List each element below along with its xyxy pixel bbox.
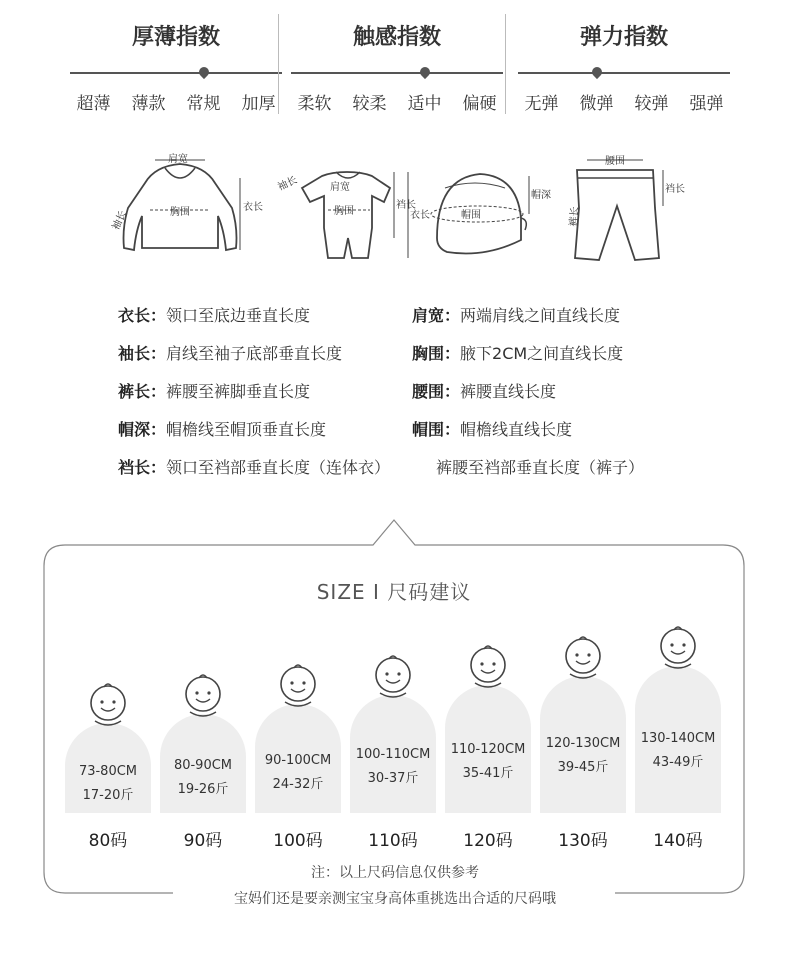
garment-diagrams (100, 148, 690, 268)
definition-item: 裤长：裤腰至裤脚垂直长度 (118, 382, 311, 401)
definition-item: 帽深：帽檐线至帽顶垂直长度 (118, 420, 327, 439)
size-note: 注：以上尺码信息仅供参考 (311, 865, 479, 881)
size-height-range: 73-80CM (78, 763, 138, 779)
size-panel (43, 543, 745, 893)
thickness-index-marker-icon (196, 65, 210, 79)
elasticity-option: 强弹 (689, 94, 724, 114)
elasticity-option: 微弹 (579, 94, 614, 114)
divider (278, 14, 279, 114)
size-label: 110码 (368, 831, 418, 851)
baby-face-icon (86, 681, 130, 731)
coat-diagram-icon (100, 148, 263, 268)
pants-length-label: 裤长 (568, 206, 581, 228)
size-card (65, 723, 151, 813)
size-height-range: 120-130CM (545, 736, 621, 752)
size-label: 100码 (273, 831, 323, 851)
size-height-range: 130-140CM (640, 730, 716, 746)
size-height-range: 100-110CM (355, 747, 431, 763)
size-card (445, 685, 531, 813)
thickness-index-options (66, 89, 286, 114)
size-weight-range: 17-20斤 (82, 787, 134, 803)
pants-crotch-label: 裆长 (665, 184, 685, 195)
thickness-index (66, 0, 286, 120)
definition-item: 胸围：腋下2CM之间直线长度 (412, 344, 624, 363)
thickness-option: 超薄 (76, 94, 111, 114)
definition-item: 帽围：帽檐线直线长度 (412, 420, 573, 439)
romper-diagram-icon (272, 148, 430, 268)
touch-index-marker-icon (417, 65, 431, 79)
size-card (350, 695, 436, 814)
definition-item: 裆长：领口至裆部垂直长度（连体衣） (118, 458, 391, 477)
thickness-index-title: 厚薄指数 (131, 25, 220, 50)
touch-option: 柔软 (297, 94, 332, 114)
elasticity-index-scale (518, 72, 730, 74)
touch-option: 偏硬 (462, 94, 497, 114)
size-card (255, 704, 341, 813)
size-weight-range: 35-41斤 (462, 765, 514, 781)
pants-diagram-icon (555, 148, 685, 268)
size-height-range: 110-120CM (450, 741, 526, 757)
definition-item: 袖长：肩线至袖子底部垂直长度 (118, 344, 343, 363)
definition-item: 肩宽：两端肩线之间直线长度 (412, 306, 621, 325)
hat-depth-label: 帽深 (531, 190, 551, 201)
touch-index (287, 0, 507, 120)
size-height-range: 90-100CM (264, 752, 332, 768)
size-advice: 宝妈们还是要亲测宝宝身高体重挑选出合适的尺码哦 (234, 891, 556, 907)
thickness-option: 薄款 (131, 94, 166, 114)
size-label: 120码 (463, 831, 513, 851)
thickness-option: 常规 (186, 94, 221, 114)
size-card (635, 666, 721, 813)
hat-circumference-label: 帽围 (461, 210, 481, 221)
size-label: 80码 (88, 831, 128, 851)
hat-diagram-icon (425, 148, 551, 268)
size-card (160, 714, 246, 814)
baby-face-icon (276, 662, 320, 712)
definition-item: 衣长：领口至底边垂直长度 (118, 306, 311, 325)
romper-shoulder-label: 肩宽 (330, 182, 350, 193)
size-label: 130码 (558, 831, 608, 851)
baby-face-icon (466, 643, 510, 693)
size-label: 90码 (183, 831, 223, 851)
touch-index-scale (291, 72, 503, 74)
elasticity-index (514, 0, 734, 120)
elasticity-option: 较弹 (634, 94, 669, 114)
thickness-option: 加厚 (241, 94, 276, 114)
baby-face-icon (656, 624, 700, 674)
size-card (540, 676, 626, 814)
definition-item: 裤腰至裆部垂直长度（裤子） (436, 458, 645, 477)
size-label: 140码 (653, 831, 703, 851)
size-cards (43, 543, 745, 853)
size-weight-range: 30-37斤 (367, 771, 419, 787)
size-weight-range: 43-49斤 (652, 754, 704, 770)
coat-sleeve-label: 袖长 (110, 209, 130, 232)
definition-item: 腰围：裤腰直线长度 (412, 382, 557, 401)
size-height-range: 80-90CM (173, 758, 233, 774)
coat-chest-label: 胸围 (170, 207, 190, 218)
size-panel-title: SIZE I 尺码建议 (316, 580, 472, 604)
elasticity-index-title: 弹力指数 (579, 25, 668, 50)
romper-length-label: 衣长 (410, 210, 430, 221)
touch-index-options (287, 89, 507, 114)
elasticity-option: 无弹 (524, 94, 559, 114)
touch-option: 适中 (407, 94, 442, 114)
coat-length-label: 衣长 (243, 202, 263, 213)
coat-shoulder-label: 肩宽 (168, 154, 188, 165)
size-weight-range: 39-45斤 (557, 760, 609, 776)
romper-chest-label: 胸围 (334, 206, 354, 217)
romper-sleeve-label: 袖长 (276, 174, 300, 194)
thickness-index-scale (70, 72, 282, 74)
elasticity-index-marker-icon (589, 65, 603, 79)
pants-waist-label: 腰围 (605, 156, 625, 167)
divider (505, 14, 506, 114)
touch-option: 较柔 (352, 94, 387, 114)
baby-face-icon (561, 634, 605, 684)
size-weight-range: 19-26斤 (177, 782, 229, 798)
baby-face-icon (181, 672, 225, 722)
elasticity-index-options (514, 89, 734, 114)
size-weight-range: 24-32斤 (272, 776, 324, 792)
baby-face-icon (371, 653, 415, 703)
touch-index-title: 触感指数 (352, 25, 441, 50)
romper-crotch-label: 裆长 (396, 200, 416, 211)
index-row (0, 0, 790, 120)
